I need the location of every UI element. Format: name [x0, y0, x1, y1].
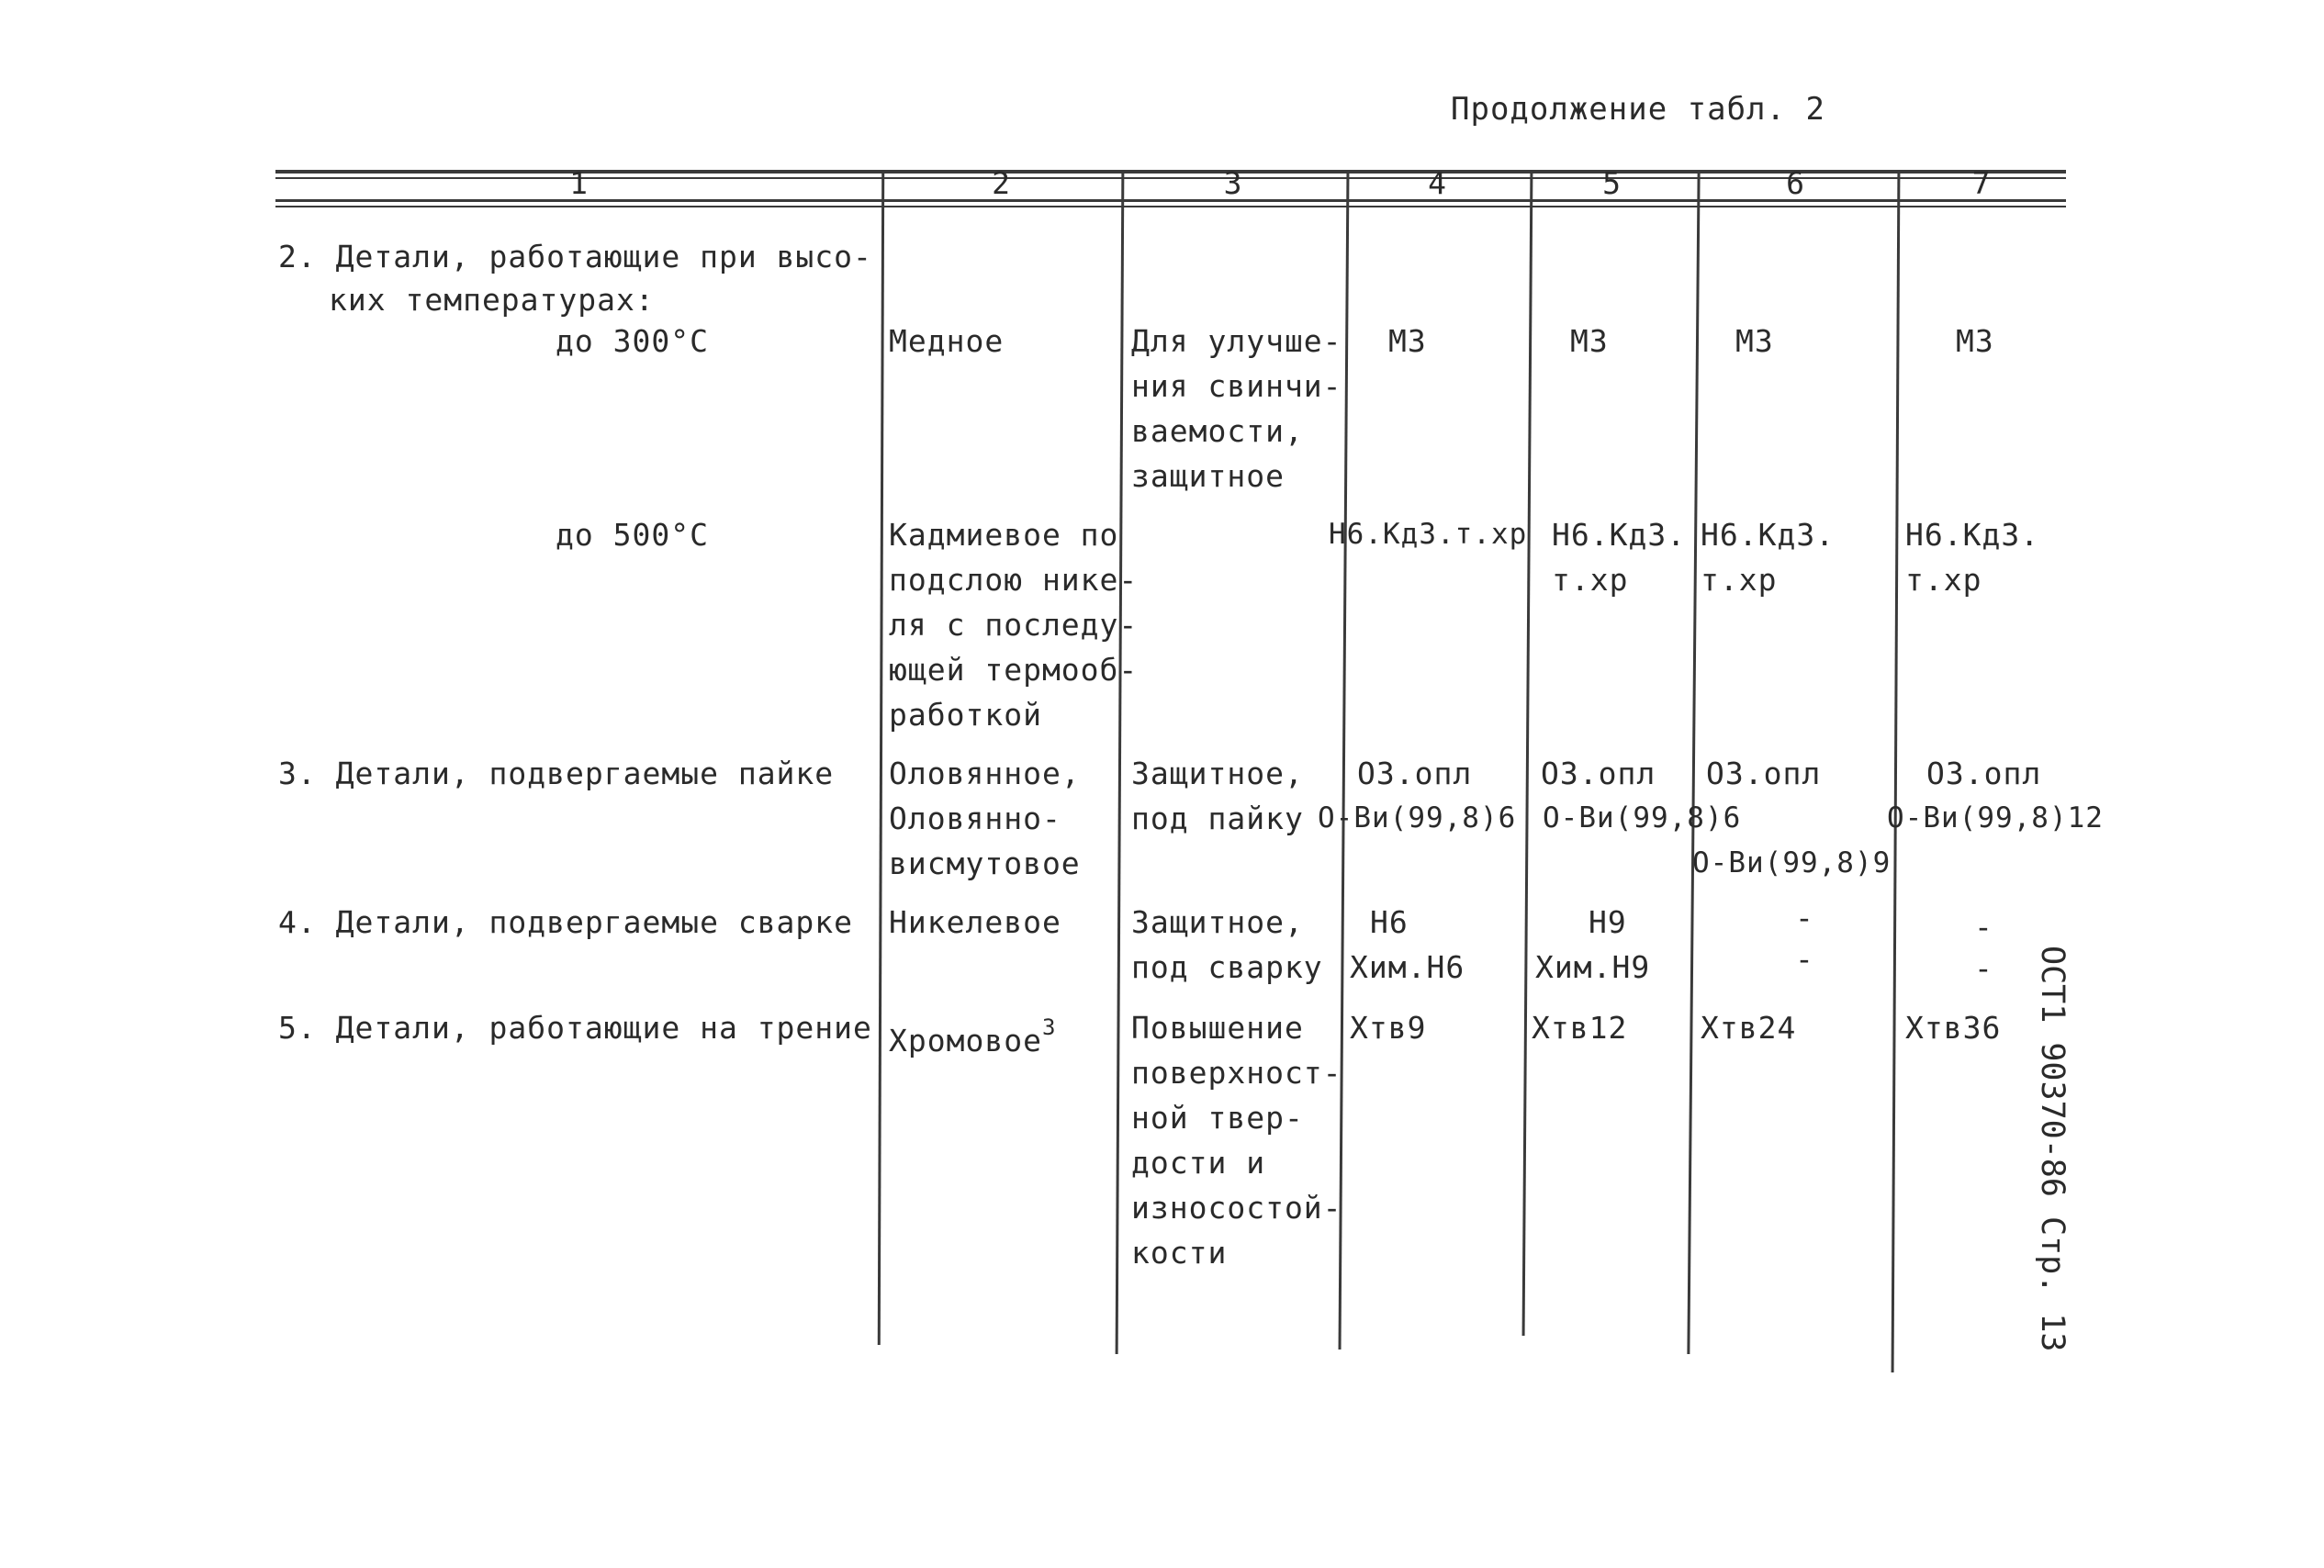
- row-3-col7-2: О-Ви(99,8)12: [1887, 801, 2104, 834]
- row-2-sub1-coating: Медное: [889, 323, 1005, 359]
- row-2-sub1-purpose-1: Для улучше-: [1131, 323, 1342, 359]
- row-4-col6-1: -: [1795, 900, 1814, 935]
- row-2-sub1-purpose-2: ния свинчи-: [1131, 368, 1342, 404]
- row-2-sub2-col4: Н6.Кд3.т.хр: [1329, 518, 1528, 551]
- row-2-sub1-purpose-4: защитное: [1131, 458, 1285, 494]
- row-3-item: 3. Детали, подвергаемые пайке: [278, 756, 835, 791]
- row-2-item-line-1: 2. Детали, работающие при высо-: [278, 239, 872, 274]
- row-2-sub2-col6-2: т.хр: [1701, 562, 1778, 598]
- row-5-col5: Хтв12: [1532, 1010, 1628, 1046]
- column-header-6: 6: [1786, 165, 1804, 201]
- row-2-sub2-col7-2: т.хр: [1905, 562, 1982, 598]
- side-stamp: ОСТ1 90370-86 Стр. 13: [2034, 946, 2071, 1352]
- row-3-coating-1: Оловянное,: [889, 756, 1081, 791]
- row-2-sub2-col5-1: Н6.Кд3.: [1552, 517, 1687, 553]
- column-divider-2: [1116, 170, 1125, 1354]
- row-2-sub1-col6: М3: [1735, 323, 1774, 359]
- row-2-sub1-col7: М3: [1956, 323, 1994, 359]
- row-2-sub2-label: до 500°С: [556, 517, 709, 553]
- row-4-col5-1: Н9: [1589, 904, 1627, 940]
- row-3-col6-1: О3.опл: [1706, 756, 1822, 791]
- header-bottom-rule-2: [275, 206, 2066, 207]
- row-5-coating-text: Хромовое: [889, 1023, 1042, 1058]
- row-5-purpose-4: дости и: [1131, 1145, 1266, 1181]
- row-3-col6-2: О-Ви(99,8)9: [1692, 846, 1892, 879]
- row-3-purpose-1: Защитное,: [1131, 756, 1304, 791]
- row-5-col4: Хтв9: [1350, 1010, 1427, 1046]
- row-4-col4-2: Хим.Н6: [1350, 949, 1465, 985]
- row-5-col7: Хтв36: [1905, 1010, 2002, 1046]
- row-3-col4-2: О-Ви(99,8)6: [1318, 801, 1517, 834]
- row-4-col5-2: Хим.Н9: [1535, 949, 1651, 985]
- row-5-purpose-5: износостой-: [1131, 1190, 1342, 1226]
- column-header-4: 4: [1428, 165, 1446, 201]
- row-2-sub2-coating-2: подслою нике-: [889, 562, 1139, 598]
- column-header-5: 5: [1602, 165, 1621, 201]
- row-3-col4-1: О3.опл: [1357, 756, 1473, 791]
- row-5-purpose-1: Повышение: [1131, 1010, 1304, 1046]
- row-5-coating: [889, 1005, 1056, 1063]
- row-2-sub1-col4: М3: [1388, 323, 1427, 359]
- row-4-coating: Никелевое: [889, 904, 1061, 940]
- row-3-col5-1: О3.опл: [1541, 756, 1656, 791]
- column-header-1: 1: [569, 165, 588, 201]
- row-4-col6-2: -: [1795, 941, 1814, 977]
- column-header-7: 7: [1971, 165, 1991, 201]
- row-3-col7-1: О3.опл: [1926, 756, 2042, 791]
- column-divider-6: [1892, 170, 1901, 1372]
- row-5-item: 5. Детали, работающие на трение: [278, 1010, 872, 1046]
- row-2-sub2-col5-2: т.хр: [1552, 562, 1629, 598]
- row-5-purpose-2: поверхност-: [1131, 1055, 1342, 1091]
- row-2-sub1-label: до 300°С: [556, 323, 709, 359]
- row-4-purpose-2: под сварку: [1131, 949, 1323, 985]
- row-5-purpose-6: кости: [1131, 1235, 1228, 1271]
- row-3-col5-2: О-Ви(99,8)6: [1543, 801, 1742, 834]
- row-2-sub2-coating-4: ющей термооб-: [889, 652, 1139, 688]
- row-2-sub2-coating-1: Кадмиевое по: [889, 517, 1119, 553]
- row-3-coating-2: Оловянно-: [889, 801, 1061, 836]
- row-4-col7-2: -: [1974, 950, 1993, 986]
- column-header-2: 2: [992, 165, 1010, 201]
- footnote-marker: 3: [1041, 1014, 1057, 1040]
- row-2-sub1-col5: М3: [1570, 323, 1609, 359]
- row-4-col7-1: -: [1974, 909, 1993, 945]
- row-2-sub2-coating-5: работкой: [889, 697, 1042, 733]
- row-2-sub1-purpose-3: ваемости,: [1131, 413, 1304, 449]
- row-3-purpose-2: под пайку: [1131, 801, 1304, 836]
- table-caption: Продолжение табл. 2: [1451, 91, 1825, 128]
- row-5-col6: Хтв24: [1701, 1010, 1797, 1046]
- row-2-sub2-col7-1: Н6.Кд3.: [1905, 517, 2040, 553]
- row-4-col4-1: Н6: [1370, 904, 1409, 940]
- column-divider-4: [1522, 170, 1533, 1336]
- row-4-item: 4. Детали, подвергаемые сварке: [278, 904, 854, 940]
- column-divider-1: [878, 170, 884, 1345]
- row-5-purpose-3: ной твер-: [1131, 1100, 1304, 1136]
- column-divider-5: [1687, 170, 1700, 1354]
- column-header-3: 3: [1223, 165, 1242, 201]
- row-4-purpose-1: Защитное,: [1131, 904, 1304, 940]
- row-2-item-line-2: ких температурах:: [329, 282, 655, 318]
- row-2-sub2-col6-1: Н6.Кд3.: [1701, 517, 1836, 553]
- row-3-coating-3: висмутовое: [889, 846, 1081, 881]
- row-2-sub2-coating-3: ля с последу-: [889, 607, 1139, 643]
